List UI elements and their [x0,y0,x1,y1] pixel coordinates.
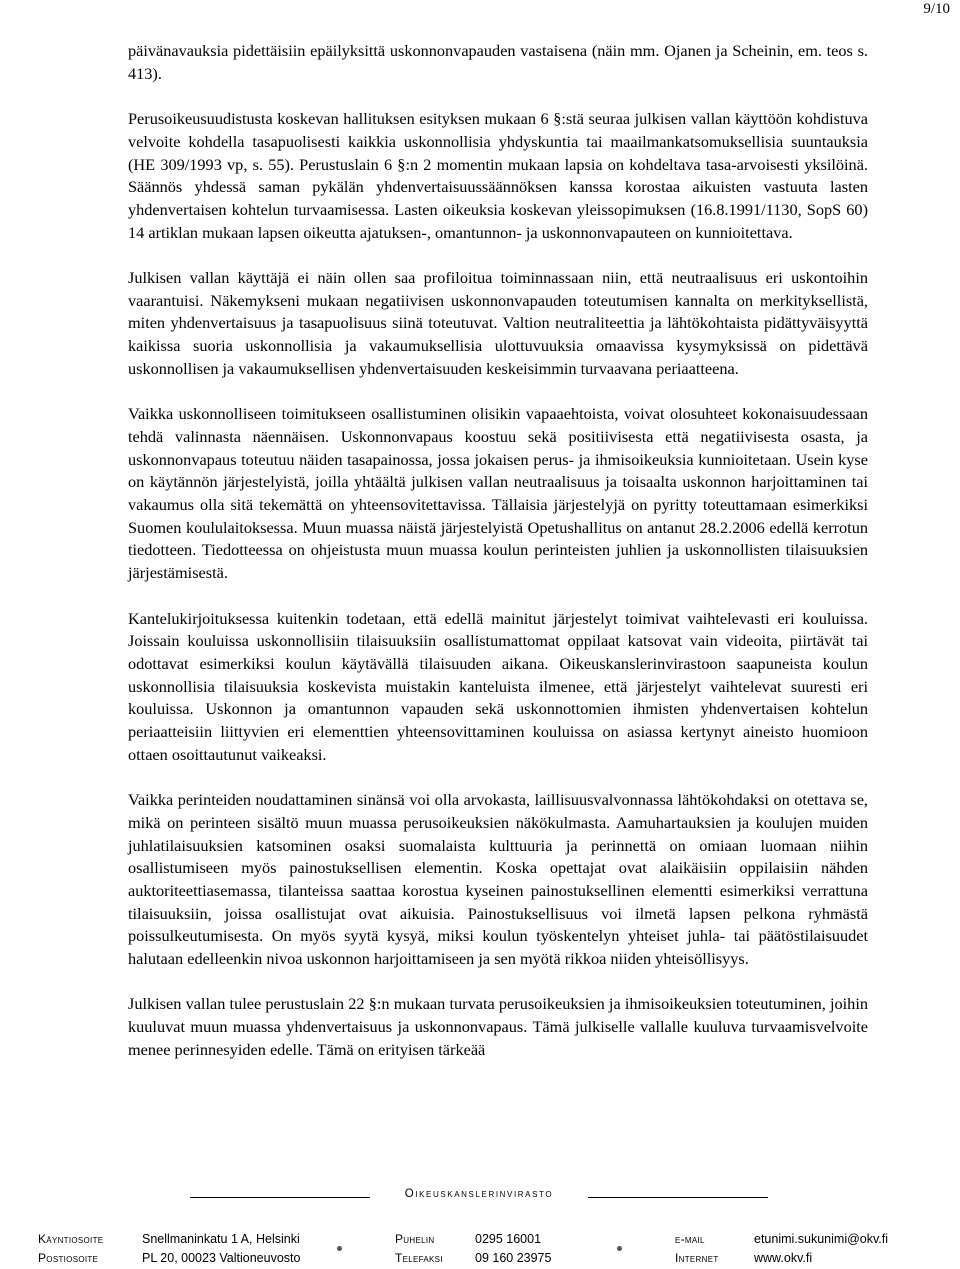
footer-divider-left [190,1197,370,1198]
website-link[interactable]: www.okv.fi [754,1251,813,1265]
email-label: e-mail [675,1232,705,1246]
footer-divider-right [588,1197,768,1198]
paragraph-5: Kantelukirjoituksessa kuitenkin todetaan, että edellä mainitut järjestelyt toimivat vaihtelevasti eri kouluissa. Joissain kouluissa uskonnollisiin tilaisuuksiin osallistumattomat oppilaat katsovat vain videoita, piirtävät tai odottavat esimerkiksi koulun käytävällä tilaisuuden aikana. Oikeuskanslerinvirastoon saapuneista koulun uskonnollisia tilaisuuksia koskevista muistakin kanteluista ilmenee, että järjestelyt vaihtelevat suuresti eri kouluissa. Uskonnon ja omantunnon vapauden sekä uskonnottomien ihmisten yhdenvertaisen kohtelun periaatteisiin liittyvien eri elementtien yhteensovittaminen kouluissa on asiassa kertynyt aineisto huomioon ottaen osoittautunut vaikeaksi. [128,608,868,764]
post-address: PL 20, 00023 Valtioneuvosto [142,1251,301,1265]
page-number: 9/10 [923,1,950,17]
paragraph-3: Julkisen vallan käyttäjä ei näin ollen saa profiloitua toiminnassaan niin, että neutraalisuus eri uskontoihin vaarantuisi. Näkemykseni mukaan negatiivisen uskonnonvapauden toteutumisen kannalta on merkityksellistä, miten yhdenvertaisuus ja tasapuolisuus siinä toteutuvat. Valtion neutraliteettia ja lähtökohtaista pidättyväisyyttä kaikissa suoria uskonnollisia ja vakaumuksellisia ulottuvuuksia omaavissa kysymyksissä on pidettävä uskonnollisen ja vakaumuksellisen yhdenvertaisuuden keskeisimmin turvaavana periaatteena. [128,268,868,378]
footer-row-post [38,1251,928,1269]
fax-label: Telefaksi [395,1251,443,1265]
email-link[interactable]: etunimi.sukunimi@okv.fi [754,1232,889,1246]
paragraph-6: Vaikka perinteiden noudattaminen sinänsä voi olla arvokasta, laillisuusvalvonnassa lähtökohdaksi on otettava se, mikä on perinteen sisältö muun muassa perusoikeuksien näkökulmasta. Aamuhartauksien ja koulujen muiden juhlatilaisuuksien katsominen osaksi suomalaista kulttuuria ja perinnettä on omiaan luomaan niihin osallistumiseen myös painostuksellisen elementin. Koska opettajat ovat alaikäisiin oppilaisiin nähden auktoriteettiasemassa, tilanteissa saattaa korostua kyseinen painostuksellinen elementti esimerkiksi verrattuna tilaisuuksiin, joissa osallistujat ovat aikuisia. Painostuksellisuus voi ilmetä lapsen pelkona ryhmästä poissulkeutumisesta. On myös syytä kysyä, miksi koulun työskentelyn yhteiset juhla- tai päätöstilaisuudet halutaan edelleenkin nivoa uskonnon harjoittamiseen ja sen myötä rikkoa niiden yhteisöllisyys. [128,790,868,969]
visit-address-label: Käyntiosoite [38,1232,104,1246]
document-body [128,40,868,1084]
internet-label: Internet [675,1251,719,1265]
footer-org-name: Oikeuskanslerinvirasto [404,1188,554,1200]
visit-address: Snellmaninkatu 1 A, Helsinki [142,1232,300,1246]
phone-label: Puhelin [395,1232,435,1246]
footer-row-visit [38,1232,928,1250]
paragraph-7: Julkisen vallan tulee perustuslain 22 §:n mukaan turvata perusoikeuksien ja ihmisoikeuksien toteutuminen, joihin kuuluvat muun muassa yhdenvertaisuus ja uskonnonvapaus. Tämä julkiselle vallalle kuuluva turvaamisvelvoite menee perinnesyiden edelle. Tämä on erityisen tärkeää [128,994,868,1059]
post-address-label: Postiosoite [38,1251,99,1265]
fax-number: 09 160 23975 [475,1251,552,1265]
phone-number: 0295 16001 [475,1232,542,1246]
paragraph-4: Vaikka uskonnolliseen toimitukseen osallistuminen olisikin vapaaehtoista, voivat olosuhteet kokonaisuudessaan tehdä valinnasta näennäisen. Uskonnonvapaus koostuu sekä positiivisesta että negatiivisesta osasta, ja uskonnonvapaus toteutuu näiden tasapainossa, jossa jokaisen perus- ja ihmisoikeuksia kunnioitetaan. Usein kyse on käytännön järjestelyistä, joilla yhtäältä julkisen vallan neutraalisuus ja toisaalta uskonnon harjoittaminen tai vakaumus olla sitä tekemättä on yhteensovitettavissa. Tällaisia järjestelyjä on pyritty toteuttamaan esimerkiksi Suomen koululaitoksessa. Muun muassa näistä järjestelyistä Opetushallitus on antanut 28.2.2006 edellä kerrotun tiedotteen. Tiedotteessa on ohjeistusta muun muassa koulun perinteisten juhlien ja uskonnollisten tilaisuuksien järjestämisestä. [128,404,868,583]
paragraph-1: päivänavauksia pidettäisiin epäilyksittä uskonnonvapauden vastaisena (näin mm. Ojanen ja Scheinin, em. teos s. 413). [128,41,868,83]
paragraph-2: Perusoikeusuudistusta koskevan hallituksen esityksen mukaan 6 §:stä seuraa julkisen vallan käyttöön kohdistuva velvoite kohdella tasapuolisesti kaikkia uskonnollisia yhdyskuntia tai maailmankatsomuksellisia suuntauksia (HE 309/1993 vp, s. 55). Perustuslain 6 §:n 2 momentin mukaan lapsia on kohdeltava tasa-arvoisesti yksilöinä. Säännös yhdessä saman pykälän yhdenvertaisuussäännöksen kanssa korostaa aikuisten vastuuta lasten yhdenvertaisen kohtelun turvaamisessa. Lasten oikeuksia koskevan yleissopimuksen (16.8.1991/1130, SopS 60) 14 artiklan mukaan lapsen oikeutta ajatuksen-, omantunnon- ja uskonnonvapauteen on kunnioitettava. [128,109,868,242]
